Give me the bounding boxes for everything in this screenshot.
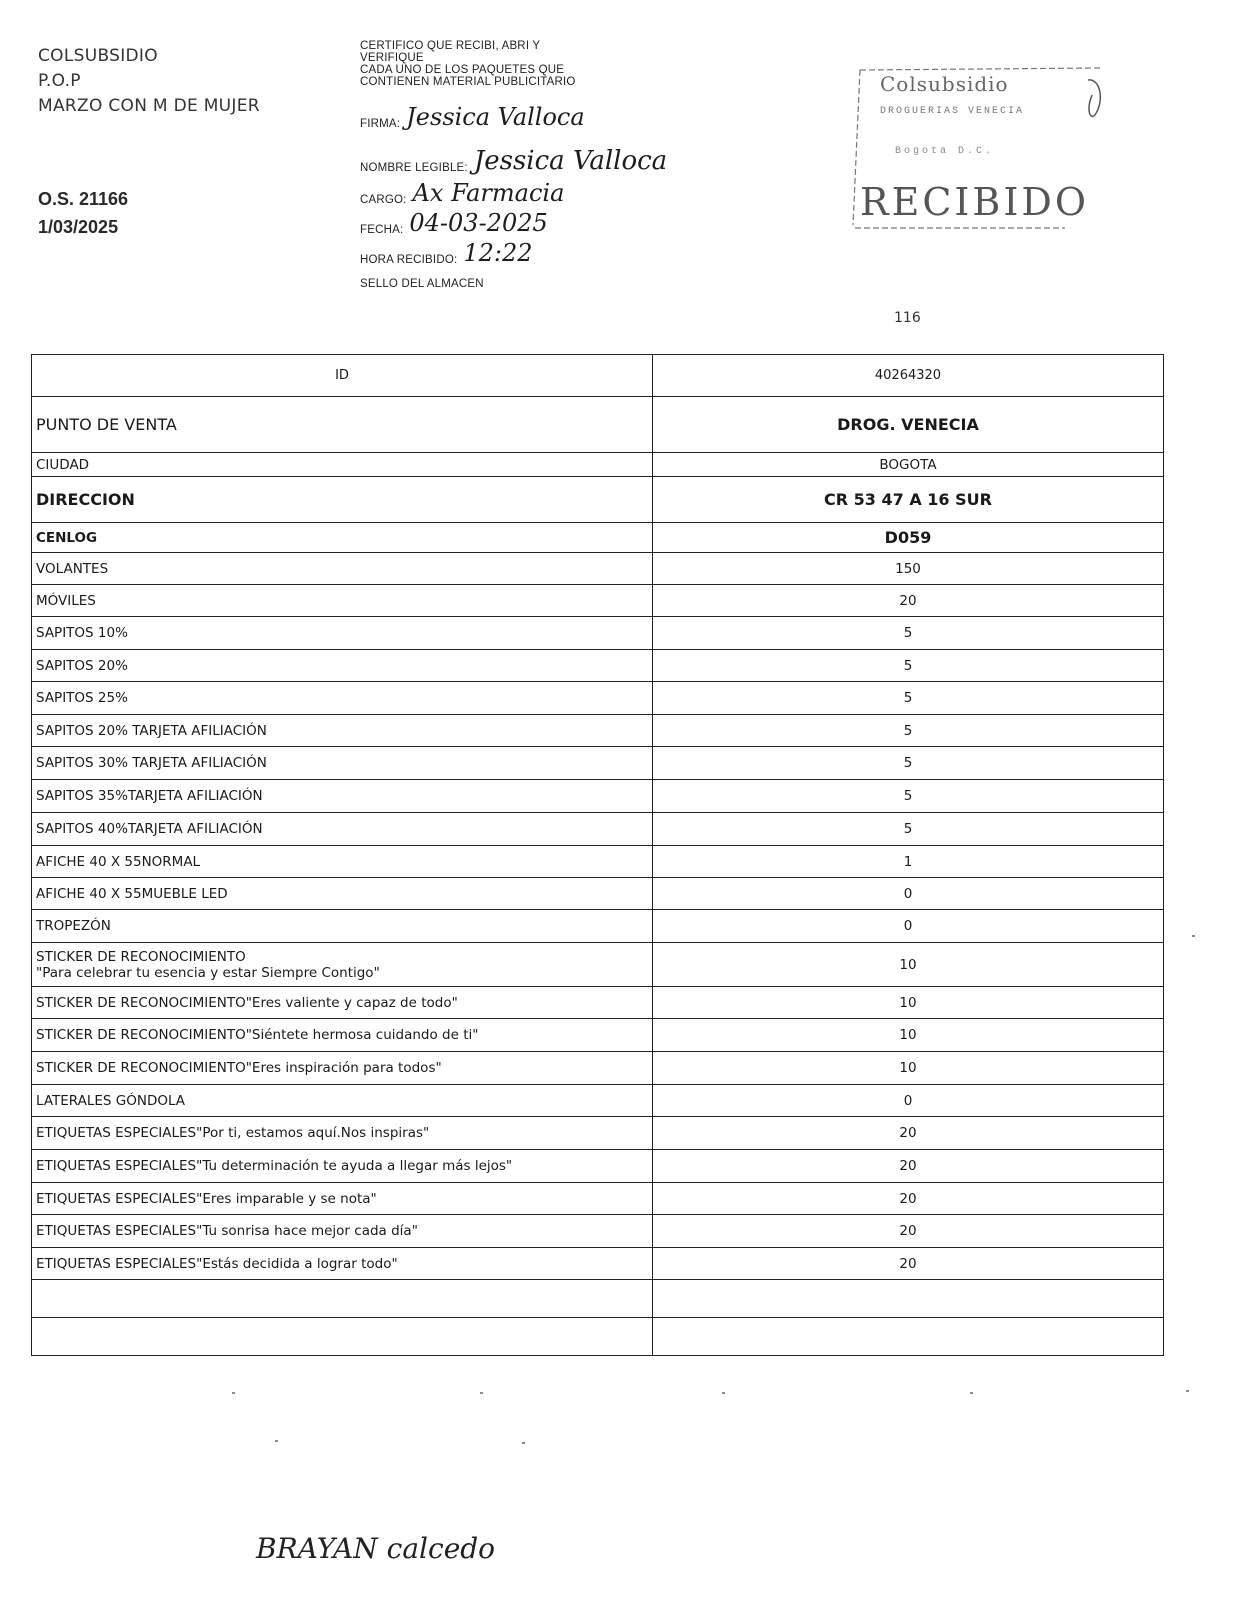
table-row <box>32 1248 1164 1280</box>
table-row <box>32 747 1164 780</box>
row-value: 5 <box>653 813 1164 846</box>
firma-signature: Jessica Valloca <box>406 103 585 131</box>
sello-label: SELLO DEL ALMACEN <box>360 278 484 290</box>
materials-table-body <box>32 355 1164 1356</box>
table-row <box>32 477 1164 523</box>
receipt-certificate <box>360 40 668 290</box>
table-row <box>32 715 1164 747</box>
row-label <box>32 355 653 397</box>
row-value: 10 <box>653 987 1164 1019</box>
row-label <box>32 523 653 553</box>
row-label-text: SAPITOS 30% TARJETA AFILIACIÓN <box>36 755 267 771</box>
row-label <box>32 585 653 617</box>
cargo-row <box>360 180 564 206</box>
row-value: CR 53 47 A 16 SUR <box>653 477 1164 523</box>
row-label <box>32 943 653 987</box>
row-value: 150 <box>653 553 1164 585</box>
table-row <box>32 617 1164 650</box>
scan-speck <box>970 1392 973 1394</box>
cert-line: CONTIENEN MATERIAL PUBLICITARIO <box>360 76 576 88</box>
hora-value: 12:22 <box>463 239 533 267</box>
row-label-text: ETIQUETAS ESPECIALES"Tu determinación te ayuda a llegar más lejos" <box>36 1158 513 1174</box>
row-label <box>32 878 653 910</box>
row-label-text: ETIQUETAS ESPECIALES"Tu sonrisa hace mejor cada día" <box>36 1223 418 1239</box>
row-label <box>32 1215 653 1248</box>
table-row <box>32 813 1164 846</box>
row-value: 5 <box>653 747 1164 780</box>
materials-table <box>31 354 1164 1356</box>
row-value: 20 <box>653 1248 1164 1280</box>
hora-row <box>360 240 533 266</box>
firma-row <box>360 104 585 130</box>
stamp-status: RECIBIDO <box>860 180 1089 224</box>
row-label-text: TROPEZÓN <box>36 918 111 934</box>
org-name: COLSUBSIDIO <box>38 46 158 66</box>
dept-name: P.O.P <box>38 71 81 91</box>
table-row <box>32 780 1164 813</box>
cargo-label: CARGO: <box>360 194 407 206</box>
stamp-line1: DROGUERIAS VENECIA <box>880 106 1025 117</box>
table-row <box>32 1117 1164 1150</box>
row-value: 0 <box>653 878 1164 910</box>
stamp-brand: Colsubsidio <box>880 72 1009 96</box>
table-row <box>32 682 1164 715</box>
row-label <box>32 617 653 650</box>
order-date: 1/03/2025 <box>38 217 119 237</box>
table-row <box>32 650 1164 682</box>
row-label <box>32 1183 653 1215</box>
row-label <box>32 1117 653 1150</box>
order-block <box>38 185 128 241</box>
table-row <box>32 397 1164 453</box>
row-label-text: AFICHE 40 X 55NORMAL <box>36 853 201 870</box>
row-label-text: DIRECCION <box>36 490 135 509</box>
row-label <box>32 1052 653 1085</box>
scan-speck <box>722 1392 725 1394</box>
row-value: 20 <box>653 1150 1164 1183</box>
page-number: 116 <box>894 310 921 326</box>
row-label <box>32 747 653 780</box>
row-value: 10 <box>653 1052 1164 1085</box>
row-value: 5 <box>653 682 1164 715</box>
table-row <box>32 523 1164 553</box>
firma-label: FIRMA: <box>360 118 401 130</box>
row-label <box>32 553 653 585</box>
fecha-label: FECHA: <box>360 224 404 236</box>
row-label-text-secondary: "Para celebrar tu esencia y estar Siempre Contigo" <box>36 964 380 981</box>
table-row <box>32 585 1164 617</box>
nombre-value: Jessica Valloca <box>473 146 668 176</box>
row-value: 20 <box>653 1183 1164 1215</box>
row-value <box>653 1318 1164 1356</box>
row-label <box>32 987 653 1019</box>
row-label-text: ETIQUETAS ESPECIALES"Estás decidida a lograr todo" <box>36 1255 398 1272</box>
row-value: BOGOTA <box>653 453 1164 477</box>
row-value: 20 <box>653 585 1164 617</box>
table-row <box>32 846 1164 878</box>
row-value: 5 <box>653 650 1164 682</box>
row-label-text: ETIQUETAS ESPECIALES"Por ti, estamos aquí.Nos inspiras" <box>36 1125 430 1141</box>
scan-speck <box>522 1442 525 1444</box>
row-label-text: SAPITOS 20% TARJETA AFILIACIÓN <box>36 722 267 739</box>
row-label-text: STICKER DE RECONOCIMIENTO"Siéntete hermosa cuidando de ti" <box>36 1027 479 1043</box>
row-label <box>32 1318 653 1356</box>
row-label-text: STICKER DE RECONOCIMIENTO"Eres valiente y capaz de todo" <box>36 994 458 1011</box>
row-label <box>32 910 653 943</box>
row-label <box>32 1280 653 1318</box>
fecha-row <box>360 210 548 236</box>
row-value: DROG. VENECIA <box>653 397 1164 453</box>
row-label-text: STICKER DE RECONOCIMIENTO <box>36 948 246 965</box>
row-value: 40264320 <box>653 355 1164 397</box>
row-label-text: SAPITOS 25% <box>36 690 128 706</box>
row-value: D059 <box>653 523 1164 553</box>
row-value: 5 <box>653 715 1164 747</box>
row-value <box>653 1280 1164 1318</box>
row-label <box>32 1019 653 1052</box>
row-value: 20 <box>653 1215 1164 1248</box>
row-label <box>32 846 653 878</box>
table-row <box>32 943 1164 987</box>
row-label <box>32 1248 653 1280</box>
row-label-text: SAPITOS 20% <box>36 657 128 674</box>
row-label-text: AFICHE 40 X 55MUEBLE LED <box>36 885 228 902</box>
row-label <box>32 453 653 477</box>
row-value: 10 <box>653 943 1164 987</box>
table-row <box>32 1318 1164 1356</box>
scan-speck <box>275 1440 278 1442</box>
table-row <box>32 1085 1164 1117</box>
scan-speck <box>1192 935 1195 937</box>
row-value: 5 <box>653 780 1164 813</box>
cert-line: VERIFIQUE <box>360 52 424 64</box>
campaign-name: MARZO CON M DE MUJER <box>38 96 260 116</box>
row-label-text: SAPITOS 40%TARJETA AFILIACIÓN <box>36 821 263 837</box>
row-label-text: STICKER DE RECONOCIMIENTO"Eres inspiración para todos" <box>36 1060 442 1076</box>
sello-row <box>360 278 490 290</box>
row-label <box>32 813 653 846</box>
cert-line: CADA UNO DE LOS PAQUETES QUE <box>360 64 565 76</box>
row-value: 10 <box>653 1019 1164 1052</box>
table-row <box>32 1150 1164 1183</box>
scan-speck <box>1186 1390 1189 1392</box>
row-label-text: MÓVILES <box>36 592 96 609</box>
row-label-text: SAPITOS 35%TARJETA AFILIACIÓN <box>36 788 263 804</box>
table-row <box>32 355 1164 397</box>
row-label <box>32 650 653 682</box>
row-label-text: VOLANTES <box>36 560 109 577</box>
row-label <box>32 780 653 813</box>
row-value: 0 <box>653 1085 1164 1117</box>
row-label-text: ID <box>335 368 349 383</box>
row-label-text: LATERALES GÓNDOLA <box>36 1092 186 1109</box>
warehouse-stamp <box>850 60 1110 235</box>
stamp-line2: Bogota D.C. <box>895 146 995 157</box>
table-row <box>32 1019 1164 1052</box>
cargo-value: Ax Farmacia <box>412 179 565 207</box>
row-label-text: ETIQUETAS ESPECIALES"Eres imparable y se nota" <box>36 1190 377 1207</box>
order-number: O.S. 21166 <box>38 189 129 209</box>
table-row <box>32 1183 1164 1215</box>
fecha-value: 04-03-2025 <box>409 209 548 237</box>
row-label <box>32 477 653 523</box>
row-label <box>32 715 653 747</box>
row-label-text: CENLOG <box>36 529 98 546</box>
nombre-row <box>360 148 667 174</box>
scan-speck <box>232 1392 235 1394</box>
table-row <box>32 987 1164 1019</box>
table-row <box>32 1280 1164 1318</box>
row-label <box>32 1085 653 1117</box>
row-value: 5 <box>653 617 1164 650</box>
table-row <box>32 553 1164 585</box>
table-row <box>32 878 1164 910</box>
row-label-text: PUNTO DE VENTA <box>36 415 177 434</box>
row-value: 0 <box>653 910 1164 943</box>
table-row <box>32 1215 1164 1248</box>
nombre-label: NOMBRE LEGIBLE: <box>360 162 468 174</box>
row-value: 20 <box>653 1117 1164 1150</box>
row-label-text: CIUDAD <box>36 456 90 473</box>
footer-signature: BRAYAN calcedo <box>256 1532 496 1565</box>
hora-label: HORA RECIBIDO: <box>360 254 458 266</box>
row-label-text: SAPITOS 10% <box>36 625 128 641</box>
row-value: 1 <box>653 846 1164 878</box>
header-left <box>38 44 260 119</box>
table-row <box>32 1052 1164 1085</box>
row-label <box>32 1150 653 1183</box>
row-label <box>32 397 653 453</box>
scan-speck <box>480 1392 483 1394</box>
table-row <box>32 910 1164 943</box>
cert-line: CERTIFICO QUE RECIBI, ABRI Y <box>360 40 541 52</box>
row-label <box>32 682 653 715</box>
table-row <box>32 453 1164 477</box>
